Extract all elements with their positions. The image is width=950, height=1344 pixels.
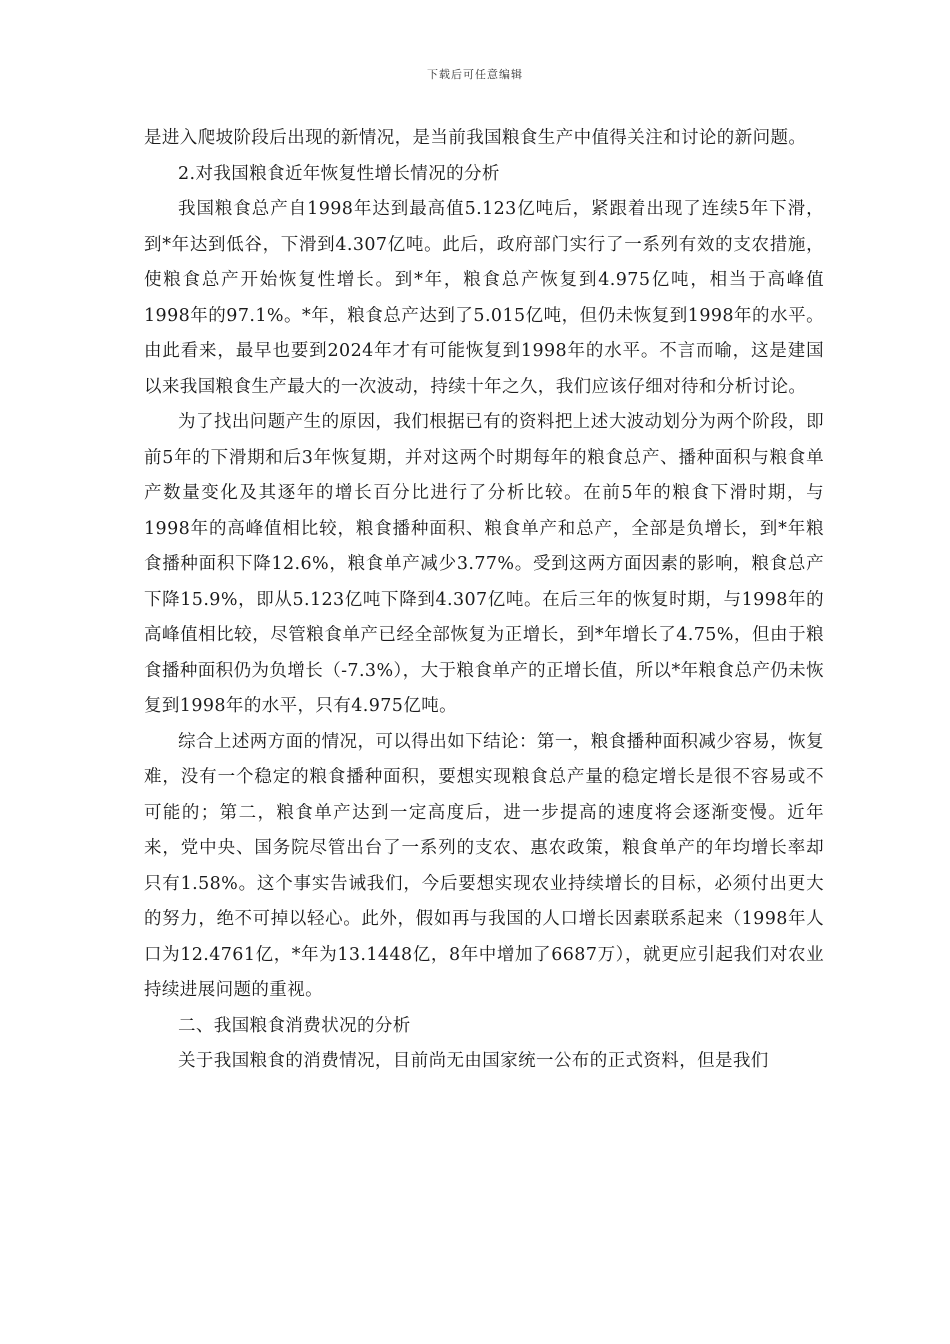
page-header: 下载后可任意编辑: [427, 68, 523, 81]
section-heading-recovery-analysis: 2.对我国粮食近年恢复性增长情况的分析: [178, 163, 500, 184]
document-body: [144, 121, 824, 1080]
paragraph-continuation: 是进入爬坡阶段后出现的新情况，是当前我国粮食生产中值得关注和讨论的新问题。: [144, 128, 807, 148]
paragraph-two-phases: 为了找出问题产生的原因，我们根据已有的资料把上述大波动划分为两个阶段，即前5年的下滑期和后3年恢复期，并对这两个时期每年的粮食总产、播种面积与粮食单产数量变化及其逐年的增长百分比进行了分析比较。在前5年的粮食下滑时期，与1998年的高峰值相比较，粮食播种面积、粮食单产和总产，全部是负增长，到*年粮食播种面积下降12.6%，粮食单产减少3.77%。受到这两方面因素的影响，粮食总产下降15.9%，即从5.123亿吨下降到4.307亿吨。在后三年的恢复时期，与1998年的高峰值相比较，尽管粮食单产已经全部恢复为正增长，到*年增长了4.75%，但由于粮食播种面积仍为负增长（-7.3%），大于粮食单产的正增长值，所以*年粮食总产仍未恢复到1998年的水平，只有4.975亿吨。: [144, 412, 824, 716]
paragraph-consumption-intro: 关于我国粮食的消费情况，目前尚无由国家统一公布的正式资料，但是我们: [178, 1051, 769, 1071]
paragraph-grain-output: 我国粮食总产自1998年达到最高值5.123亿吨后，紧跟着出现了连续5年下滑，到*年达到低谷，下滑到4.307亿吨。此后，政府部门实行了一系列有效的支农措施，使粮食总产开始恢复性增长。到*年，粮食总产恢复到4.975亿吨，相当于高峰值1998年的97.1%。*年，粮食总产达到了5.015亿吨，但仍未恢复到1998年的水平。由此看来，最早也要到2024年才有可能恢复到1998年的水平。不言而喻，这是建国以来我国粮食生产最大的一次波动，持续十年之久，我们应该仔细对待和分析讨论。: [144, 199, 824, 397]
paragraph-conclusions: 综合上述两方面的情况，可以得出如下结论：第一，粮食播种面积减少容易，恢复难，没有一个稳定的粮食播种面积，要想实现粮食总产量的稳定增长是很不容易或不可能的；第二，粮食单产达到一定高度后，进一步提高的速度将会逐渐变慢。近年来，党中央、国务院尽管出台了一系列的支农、惠农政策，粮食单产的年均增长率却只有1.58%。这个事实告诫我们，今后要想实现农业持续增长的目标，必须付出更大的努力，绝不可掉以轻心。此外，假如再与我国的人口增长因素联系起来（1998年人口为12.4761亿，*年为13.1448亿，8年中增加了6687万），就更应引起我们对农业持续进展问题的重视。: [144, 731, 824, 1000]
section-heading-consumption: 二、我国粮食消费状况的分析: [178, 1015, 411, 1036]
